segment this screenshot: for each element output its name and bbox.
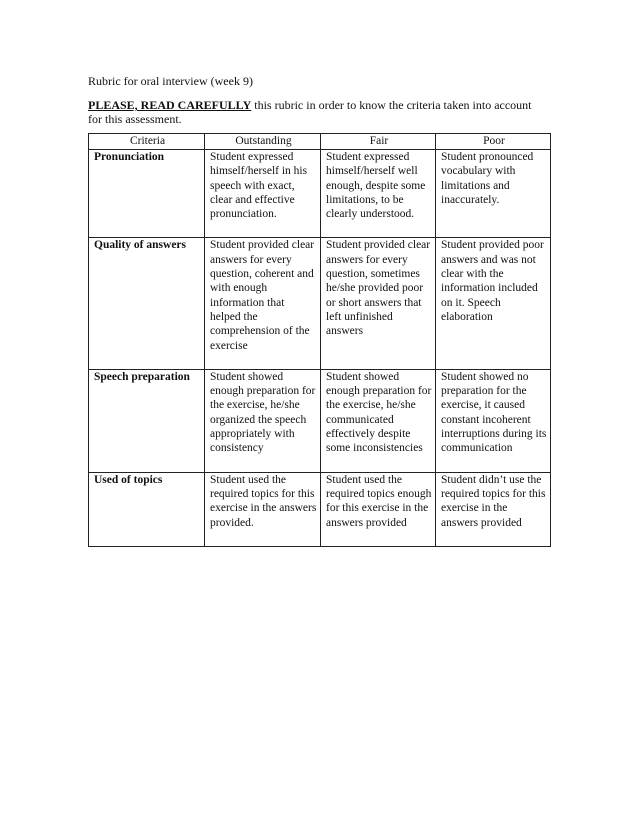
outstanding-text: Student expressed himself/herself in his speech with exact, clear and effective pronunciation. (210, 151, 308, 221)
rubric-table (88, 133, 551, 547)
header-outstanding: Outstanding (205, 134, 321, 150)
table-row (89, 150, 551, 238)
document-title: Rubric for oral interview (week 9) (88, 74, 253, 88)
fair-text: Student expressed himself/herself well enough, despite some limitations, to be clearly understood. (326, 151, 426, 221)
fair-cell (321, 472, 436, 546)
poor-cell (436, 472, 551, 546)
criteria-cell: Speech preparation (89, 369, 205, 472)
header-criteria: Criteria (89, 134, 205, 150)
poor-text: Student provided poor answers and was not clear with the information included on it. Speech elaboration (441, 239, 544, 323)
fair-text: Student showed enough preparation for the exercise, he/she communicated effectively despite some inconsistencies (326, 370, 432, 455)
poor-cell (436, 238, 551, 369)
intro-text: this rubric in order to know the criteria taken into account for this assessment. (88, 98, 532, 126)
poor-text: Student didn’t use the required topics for this exercise in the answers provided (441, 473, 546, 529)
outstanding-cell (205, 472, 321, 546)
header-poor: Poor (436, 134, 551, 150)
table-row (89, 472, 551, 546)
poor-cell (436, 369, 551, 472)
outstanding-text: Student used the required topics for this exercise in the answers provided. (210, 473, 317, 529)
fair-text: Student used the required topics enough for this exercise in the answers provided (326, 473, 432, 529)
outstanding-cell (205, 369, 321, 472)
outstanding-text: Student provided clear answers for every question, coherent and with enough information that helped the comprehension of the exercise (210, 239, 315, 352)
table-row (89, 369, 551, 472)
table-row (89, 238, 551, 369)
header-fair: Fair (321, 134, 436, 150)
poor-text: Student showed no preparation for the exercise, it caused constant incoherent interruptions during its communication (441, 370, 547, 455)
outstanding-text: Student showed enough preparation for the exercise, he/she organized the speech appropriately with consistency (210, 370, 316, 455)
intro-emphasis: PLEASE, READ CAREFULLY (88, 98, 252, 112)
criteria-cell: Used of topics (89, 472, 205, 546)
fair-text: Student provided clear answers for every question, sometimes he/she provided poor or short answers that left unfinished answers (326, 239, 431, 338)
criteria-cell: Quality of answers (89, 238, 205, 369)
fair-cell (321, 369, 436, 472)
intro-paragraph (88, 98, 548, 126)
outstanding-cell (205, 150, 321, 238)
poor-cell (436, 150, 551, 238)
outstanding-cell (205, 238, 321, 369)
fair-cell (321, 150, 436, 238)
fair-cell (321, 238, 436, 369)
poor-text: Student pronounced vocabulary with limitations and inaccurately. (441, 151, 534, 206)
table-header-row (89, 134, 551, 150)
criteria-cell: Pronunciation (89, 150, 205, 238)
